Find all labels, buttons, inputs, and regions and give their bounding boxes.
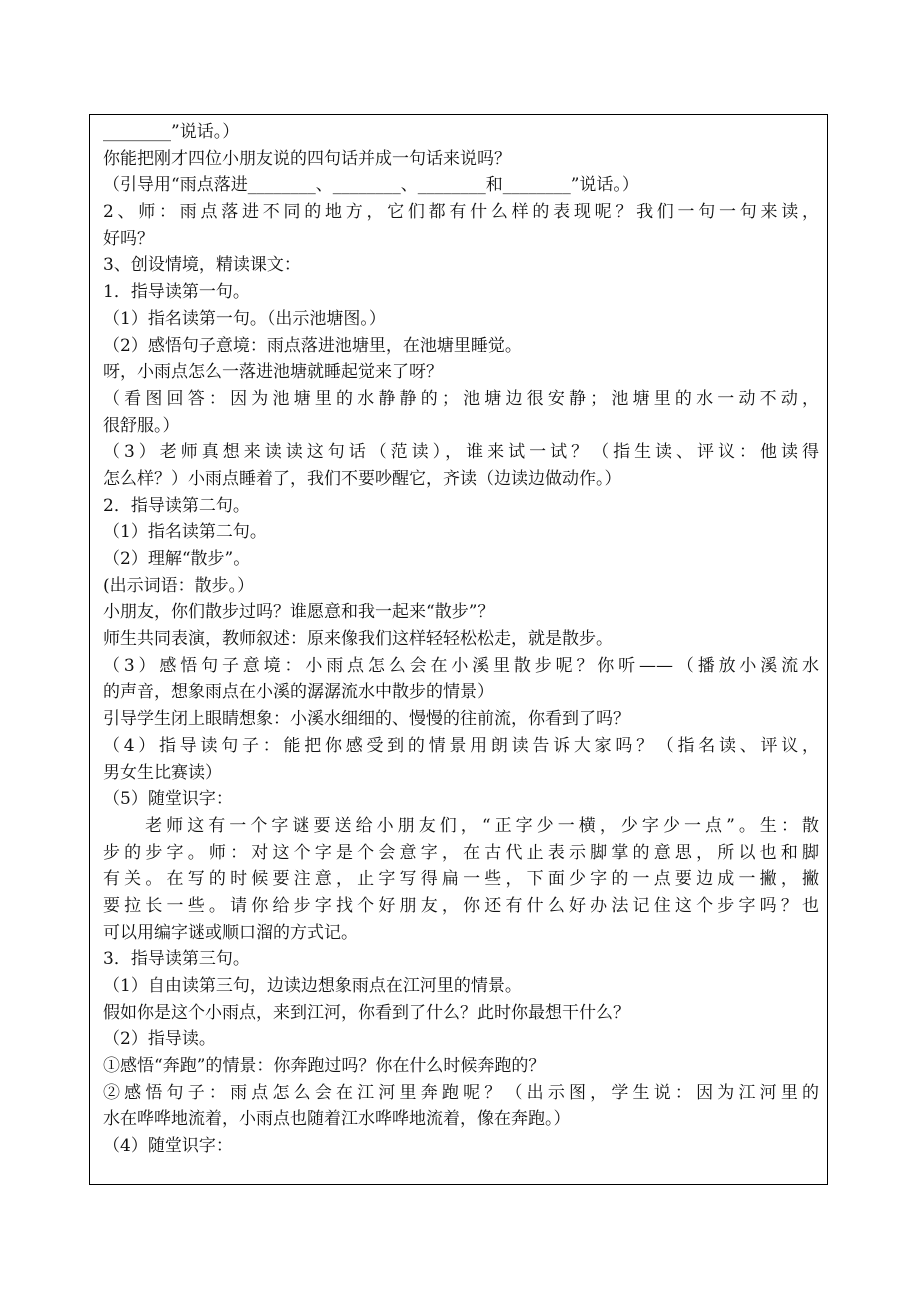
text-line: 可以用编字谜或顺口溜的方式记。 [103,922,358,943]
text-line: 小朋友，你们散步过吗？谁愿意和我一起来“散步”？ [103,602,495,623]
text-line: 2．指导读第二句。 [103,495,250,516]
text-line: 有关。在写的时候要注意，止字写得扁一些，下面少字的一点要边成一撇，撇 [103,869,819,890]
lesson-text-body [103,119,819,1160]
text-line: 步的步字。师：对这个字是个会意字，在古代止表示脚掌的意思，所以也和脚 [103,842,819,863]
text-line: 好吗？ [103,228,154,249]
text-line: （3）老师真想来读读这句话（范读），谁来试一试？（指生读、评议：他读得 [103,442,819,463]
text-line: （引导用“雨点落进________、________、________和________”说话。） [103,175,639,196]
text-line: 2、师：雨点落进不同的地方，它们都有什么样的表现呢？我们一句一句来读， [103,202,819,223]
text-line: 水在哗哗地流着，小雨点也随着江水哗哗地流着，像在奔跑。） [103,1109,571,1130]
text-line: 男女生比赛读） [103,762,222,783]
text-line: （2）感悟句子意境：雨点落进池塘里，在池塘里睡觉。 [103,335,522,356]
text-line: 要拉长一些。请你给步字找个好朋友，你还有什么好办法记住这个步字吗？也 [103,895,819,916]
table-cell-frame [89,114,828,1185]
text-line: （看图回答：因为池塘里的水静静的；池塘边很安静；池塘里的水一动不动， [103,388,819,409]
text-line: (出示词语：散步。） [103,575,255,596]
text-line: 3、创设情境，精读课文： [103,255,301,276]
text-line: 怎么样？）小雨点睡着了，我们不要吵醒它，齐读（边读边做动作。） [103,468,622,489]
text-line: ②感悟句子：雨点怎么会在江河里奔跑呢？（出示图，学生说：因为江河里的 [103,1082,819,1103]
text-line: （4）指导读句子：能把你感受到的情景用朗读告诉大家吗？（指名读、评议， [103,735,819,756]
text-line: （5）随堂识字： [103,789,233,810]
text-line: （2）指导读。 [103,1029,216,1050]
text-line: （3）感悟句子意境：小雨点怎么会在小溪里散步呢？你听——（播放小溪流水 [103,655,819,676]
text-line: ________”说话。） [103,122,240,142]
text-line: 很舒服。） [103,415,180,436]
text-line: 师生共同表演，教师叙述：原来像我们这样轻轻松松走，就是散步。 [103,629,613,650]
text-line: 老师这有一个字谜要送给小朋友们，“正字少一横，少字少一点”。生：散 [103,815,819,836]
text-line: （4）随堂识字： [103,1136,233,1157]
text-line: 你能把刚才四位小朋友说的四句话并成一句话来说吗？ [103,148,511,169]
text-line: （2）理解“散步”。 [103,549,251,569]
text-line: 假如你是这个小雨点，来到江河，你看到了什么？此时你最想干什么？ [103,1002,630,1023]
text-line: 的声音，想象雨点在小溪的潺潺流水中散步的情景） [103,682,494,703]
text-line: （1）指名读第二句。 [103,522,267,543]
text-line: （1）指名读第一句。（出示池塘图。） [103,308,386,329]
text-line: 引导学生闭上眼睛想象：小溪水细细的、慢慢的往前流，你看到了吗？ [103,709,630,730]
text-line: ①感悟“奔跑”的情景：你奔跑过吗？你在什么时候奔跑的？ [103,1056,546,1077]
text-line: （1）自由读第三句，边读边想象雨点在江河里的情景。 [103,976,522,996]
text-line: 1．指导读第一句。 [103,282,250,303]
text-line: 呀，小雨点怎么一落进池塘就睡起觉来了呀？ [103,362,443,383]
text-line: 3．指导读第三句。 [103,949,250,970]
